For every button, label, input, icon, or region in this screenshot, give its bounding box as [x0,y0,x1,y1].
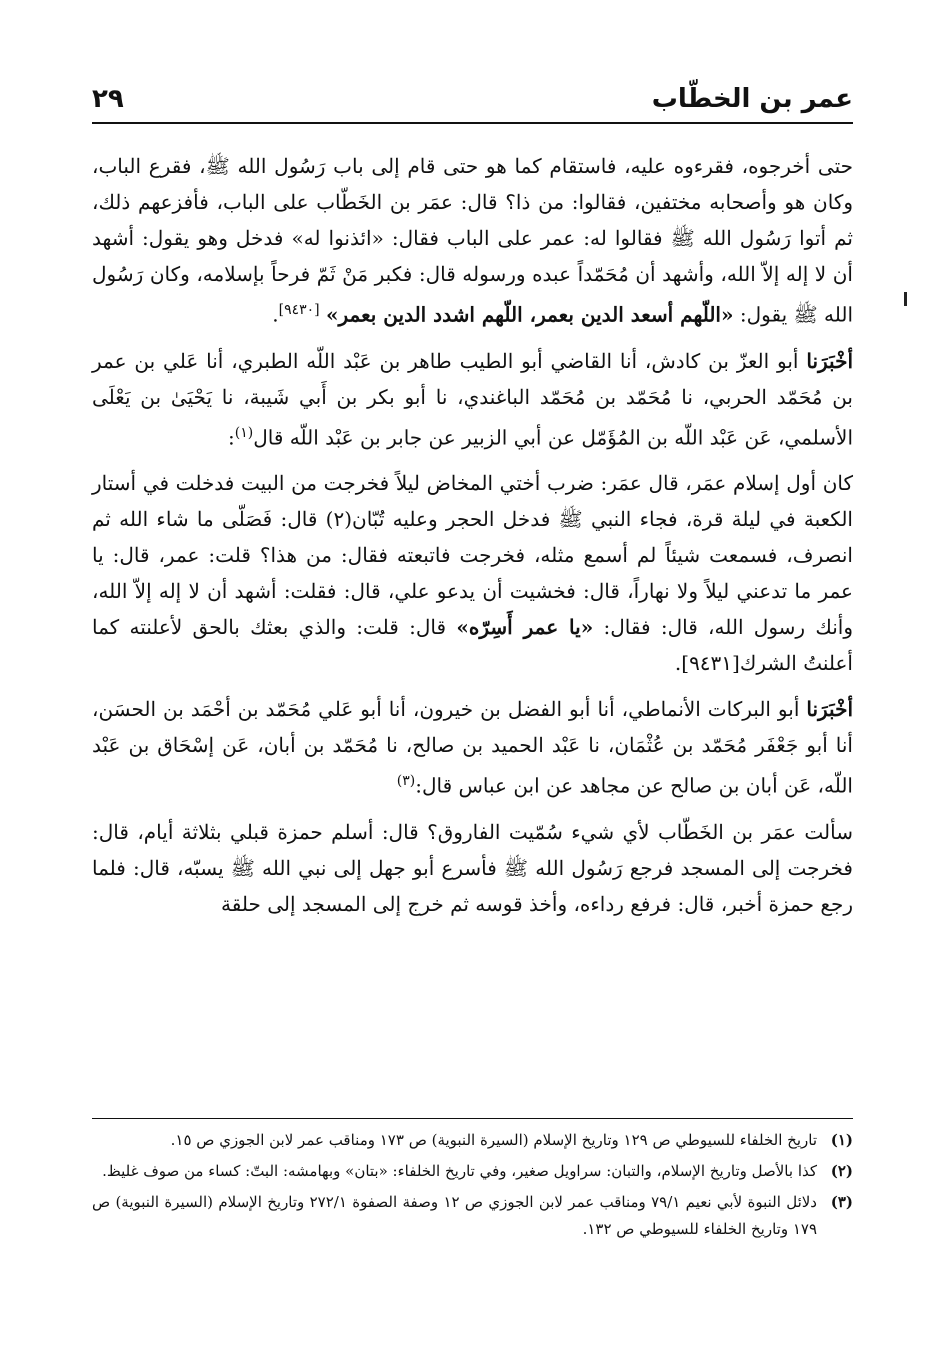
paragraph-tail: . [272,302,279,327]
paragraph-tail: قال: قلت: والذي بعثك بالحق لأعلنته كما أعلنتُ الشرك[٩٤٣١]. [92,615,853,676]
footnote-number: (١) [830,1131,853,1149]
page-number: ٢٩ [92,84,124,114]
footnotes [92,1118,853,1247]
footnote-text: كذا بالأصل وتاريخ الإسلام، والتبان: سراويل صغير، وفي تاريخ الخلفاء: «بتان» وبهامشه: البتّ: كساء من صوف غليظ. [102,1162,817,1180]
running-head: عمر بن الخطّاب [651,84,853,114]
paragraph [92,343,853,456]
paragraph [92,465,853,681]
paragraph-lead: أخْبَرَنا [806,697,854,722]
footnote-marker: (١) [234,424,254,441]
footnote [92,1127,853,1154]
margin-mark [904,292,907,306]
paragraph-text: حتى أخرجوه، فقرءوه عليه، فاستقام كما هو حتى قام إلى باب رَسُول الله ﷺ، فقرع الباب، وكان هو وأصحابه مختفين، فقالوا: من ذا؟ قال: عمَر بن الخَطّاب على الباب، فأفزعهم ذلك، ثم أتوا رَسُول الله ﷺ فقالوا له: عمر على الباب فقال: «ائذنوا له» فدخل وهو يقول: أشهد أن لا إله إلاّ الله، وأشهد أن مُحَمّداً عبده ورسوله قال: فكبر مَنْ ثَمّ فرحاً بإسلامه، وكان رَسُول الله ﷺ يقول: [92,154,853,327]
paragraph [92,148,853,333]
paragraph-text: كان أول إسلام عمَر، قال عمَر: ضرب أختي المخاض ليلاً فخرجت من البيت فدخلت في أستار الكعبة في ليلة قرة، فجاء النبي ﷺ فدخل الحجر وعليه تُبّان(٢) قال: فَصَلّى ما شاء الله ثم انصرف، فسمعت شيئاً لم أسمع مثله، فخرجت فاتبعته فقال: من هذا؟ قلت: عمر، قال: يا عمر ما تدعني ليلاً ولا نهاراً، قال: فخشيت أن يدعو علي، قال: فقلت: أشهد أن لا إله إلاّ الله، وأنك رسول الله، قال: فقال: [92,471,854,640]
paragraph-text: سألت عمَر بن الخَطّاب لأي شيء سُمّيت الفاروق؟ قال: أسلم حمزة قبلي بثلاثة أيام، قال: فخرجت إلى المسجد فرجع رَسُول الله ﷺ فأسرع أبو جهل إلى نبي الله ﷺ يسبّه، قال: فلما رجع حمزة أخبر، قال: فرفع رداءه، وأخذ قوسه ثم خرج إلى المسجد إلى حلقة [92,819,853,916]
paragraph-lead: أخْبَرَنا [806,348,853,373]
hadith-quote: «اللّهم أسعد الدين بعمر، اللّهم اشدد الدين بعمر» [326,302,734,327]
paragraph-tail: : [228,425,235,450]
footnote [92,1158,853,1185]
hadith-reference: [٩٤٣٠] [278,302,320,318]
paragraph-text: أبو البركات الأنماطي، أنا أبو الفضل بن خيرون، أنا أبو عَلي مُحَمّد بن أحْمَد بن الحسَن، أنا أبو جَعْفَر مُحَمّد بن عُثْمَان، نا عَبْد الحميد بن صالح، نا مُحَمّد بن أبان، عَن إسْحَاق بن عَبْد اللّه، عَن أبان بن صالح عن مجاهد عن ابن عباس قال: [92,697,853,798]
footnote-number: (٣) [830,1193,853,1211]
main-text [92,148,853,928]
hadith-quote: «يا عمر أَسِرّه» [456,615,594,640]
paragraph [92,691,853,804]
footnote-text: دلائل النبوة لأبي نعيم ٧٩/١ ومناقب عمر لابن الجوزي ص ١٢ وصفة الصفوة ٢٧٢/١ وتاريخ الإسلام (السيرة النبوية) ص ١٧٩ وتاريخ الخلفاء للسيوطي ص ١٣٢. [92,1193,817,1238]
footnote-marker: (٣) [396,773,416,790]
footnote-number: (٢) [830,1162,853,1180]
paragraph-text: أبو العزّ بن كادش، أنا القاضي أبو الطيب طاهر بن عَبْد اللّه الطبري، أنا عَلي بن عمر بن مُحَمّد الحربي، نا مُحَمّد بن مُحَمّد الباغندي، نا أبو بكر بن أَبي شَيبة، نا يَحْيَىٰ بن يَعْلَى الأسلمي، عَن عَبْد اللّه بن المُؤَمّل عن أبي الزبير عن جابر بن عَبْد اللّه قال [92,348,853,450]
footnote [92,1189,853,1243]
page-header [92,78,853,124]
footnote-text: تاريخ الخلفاء للسيوطي ص ١٢٩ وتاريخ الإسلام (السيرة النبوية) ص ١٧٣ ومناقب عمر لابن الجوزي ص ١٥. [170,1131,817,1149]
paragraph [92,814,853,922]
